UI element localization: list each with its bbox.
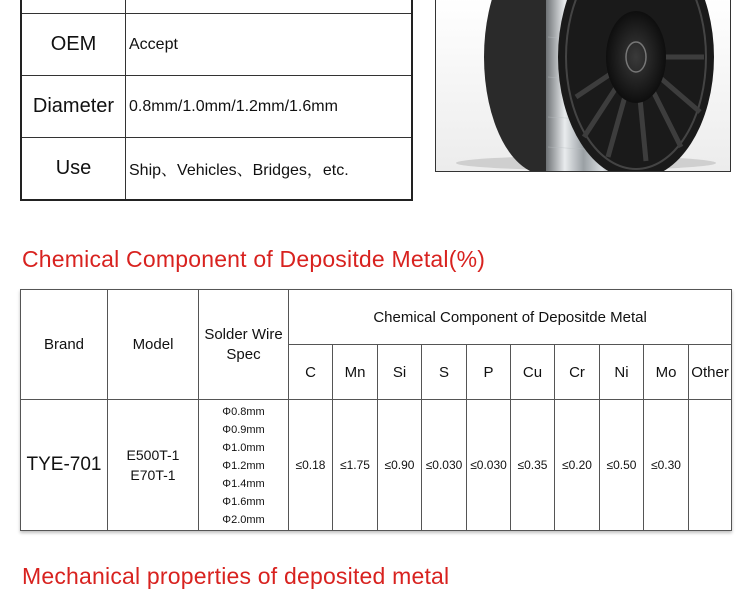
spec-key [21,0,126,14]
spec-row [21,0,412,14]
value-c: ≤0.18 [289,400,333,531]
model-cell [108,400,199,531]
mechanical-section-title: Mechanical properties of deposited metal [22,563,450,589]
value-ni: ≤0.50 [600,400,644,531]
spec-item: Φ1.2mm [222,460,265,472]
value-cr: ≤0.20 [555,400,600,531]
element-header-c: C [289,345,333,400]
chem-header-row [21,290,732,345]
spec-row-oem [21,14,412,76]
brand-header: Brand [21,290,108,400]
spec-item: Φ1.0mm [222,442,265,454]
model-line: E70T-1 [130,467,176,483]
spec-list-cell [199,400,289,531]
element-header-mo: Mo [644,345,689,400]
element-header-cu: Cu [511,345,555,400]
element-header-p: P [467,345,511,400]
spec-item: Φ1.4mm [222,478,265,490]
value-cu: ≤0.35 [511,400,555,531]
spec-item: Φ0.8mm [222,406,265,418]
spec-item: Φ0.9mm [222,424,265,436]
element-header-other: Other [689,345,732,400]
element-header-s: S [422,345,467,400]
element-header-ni: Ni [600,345,644,400]
chemical-table [20,289,732,531]
spec-value [126,0,413,14]
spec-value-use: Ship、Vehicles、Bridges，etc. [126,138,413,201]
spec-row-diameter [21,76,412,138]
value-si: ≤0.90 [378,400,422,531]
model-header: Model [108,290,199,400]
spec-value-oem: Accept [126,14,413,76]
chemical-section-title: Chemical Component of Depositde Metal(%) [22,246,486,272]
value-s: ≤0.030 [422,400,467,531]
wire-spool-image [436,0,730,171]
spec-value-diameter: 0.8mm/1.0mm/1.2mm/1.6mm [126,76,413,138]
element-header-cr: Cr [555,345,600,400]
spec-item: Φ2.0mm [222,514,265,526]
component-header: Chemical Component of Depositde Metal [289,290,732,345]
table-row [21,400,732,531]
value-p: ≤0.030 [467,400,511,531]
spec-key-use: Use [21,138,126,201]
spec-key-diameter: Diameter [21,76,126,138]
value-other [689,400,732,531]
product-photo [435,0,731,172]
spec-key-oem: OEM [21,14,126,76]
spec-item: Φ1.6mm [222,496,265,508]
spec-row-use [21,138,412,201]
brand-cell: TYE-701 [21,400,108,531]
value-mo: ≤0.30 [644,400,689,531]
spec-header: Solder Wire Spec [199,290,289,400]
element-header-mn: Mn [333,345,378,400]
model-line: E500T-1 [126,447,180,463]
spec-table [20,0,413,201]
element-header-si: Si [378,345,422,400]
value-mn: ≤1.75 [333,400,378,531]
